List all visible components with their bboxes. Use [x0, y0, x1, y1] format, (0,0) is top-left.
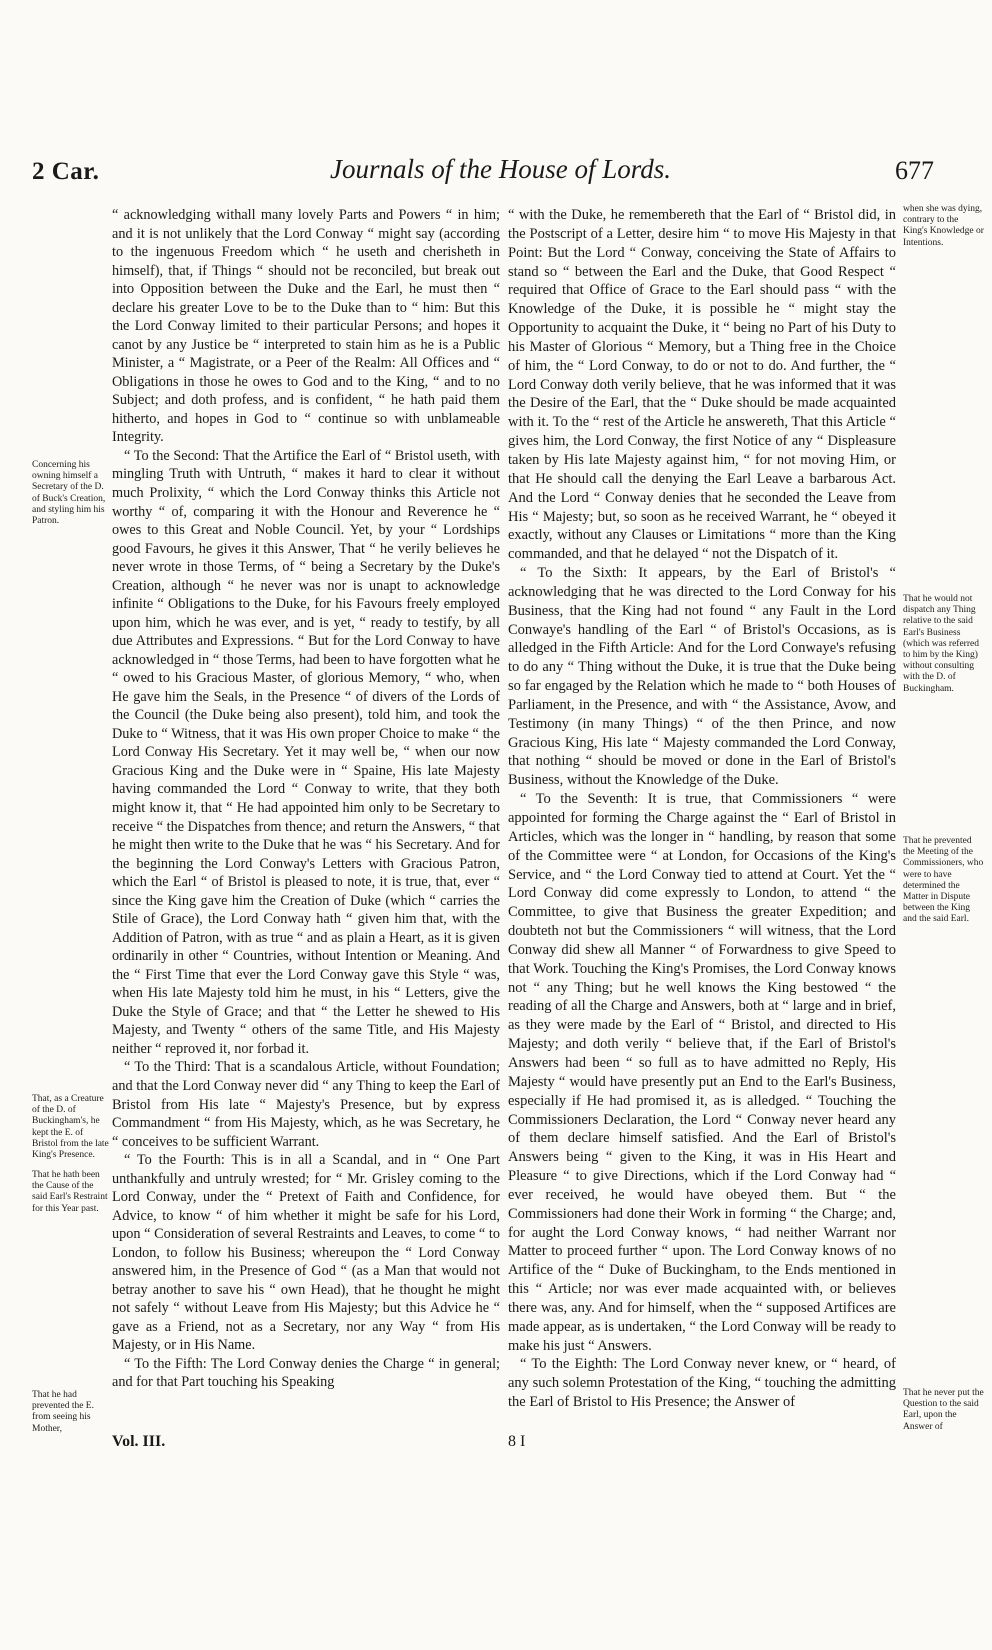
margin-note-left-2: That, as a Creature of the D. of Buckingham's, he kept the E. of Bristol from the late King's Presence. [32, 1094, 109, 1161]
page-number: 677 [895, 156, 934, 185]
signature-mark: 8 I [508, 1433, 526, 1450]
paragraph: “ with the Duke, he remembereth that the Earl of “ Bristol did, in the Postscript of a Letter, desire him “ to move His Majesty in that Point: But the Lord “ Conway, conceiving the State of Affairs to stand so “ between the Earl and the Duke, that Good Respect “ required that Office of Grace to the Earl should pass “ with the Knowledge of the Duke, it is possible he “ might stay the Opportunity to acquaint the Duke, it “ being no Part of his Duty to his Master of Glorious “ Memory, but a Thing free in the Choice of him, the “ Lord Conway, to do or not to do. And further, the “ Lord Conway doth verily believe, that he was informed that it was the Desire of the Earl, that the “ Duke should be made acquainted with it. To the “ rest of the Article he answereth, That this Article “ gives him, the Lord Conway, the first Notice of any “ Displeasure taken by His late Majesty against him, “ for not moving Him, or that He should call the denying the Earl Leave a barbarous Act. And the Lord “ Conway denies that he seconded the Leave from His “ Majesty; but, so soon as he received Warrant, he “ obeyed it exactly, without any Clauses or Limitations “ more than the King commanded, and that he delayed “ not the Dispatch of it. [508, 207, 896, 563]
paragraph: “ To the Fifth: The Lord Conway denies the Charge “ in general; and for that Part touching his Speaking [112, 1355, 500, 1391]
text-column-right [508, 206, 896, 1412]
paragraph: “ To the Third: That is a scandalous Article, without Foundation; and that the Lord Conway never did “ any Thing to keep the Earl of Bristol from His late “ Majesty's Presence, but by express Commandment “ from His Majesty, which, as he was Secretary, he “ conceives to be sufficient Warrant. [112, 1059, 500, 1150]
margin-note-left-4: That he had prevented the E. from seeing his Mother, [32, 1390, 94, 1434]
paragraph: “ To the Sixth: It appears, by the Earl of Bristol's “ acknowledging that he was directed to the Lord Conway for his Business, that the King had not found “ any Fault in the Lord Conwaye's handling of the Earl “ of Bristol's Occasions, as is alledged in the Fifth Article: And for the Lord Conwaye's refusing to do any “ Thing without the Duke, it is true that the Duke being so far engaged by the Relation which he made to “ both Houses of Parliament, in the Presence, and with “ the Assistance, Avow, and Testimony (in many Things) “ of the then Prince, and now Gracious King, His late “ Majesty commanded the Lord Conway, that nothing “ should be moved or done in the Earl of Bristol's Business, without the Knowledge of the Duke. [508, 565, 896, 789]
running-head-left: 2 Car. [32, 158, 100, 185]
paragraph: “ To the Second: That the Artifice the Earl of “ Bristol useth, with mingling Truth with Untruth, “ makes it hard to clear it without much Prolixity, “ which the Lord Conway thinks this Article not worthy “ of, comparing it with the Honour and Reverence he “ owes to this Great and Noble Council. Yet, by your “ Lordships good Favours, he gives it this Answer, That “ he verily believes he never wrote in those Terms, of “ being a Secretary by the Duke's Creation, although “ he never was nor is unapt to acknowledge infinite “ Obligations to the Duke, for his Favours freely employed upon him, which he was ever, and is yet, “ ready to testify, by all due Attributes and Expressions. “ But for the Lord Conway to have acknowledged in “ those Terms, had been to have forgotten what he “ owed to his Gracious Master, of glorious Memory, “ who, when He gave him the Seals, in the Presence “ of divers of the Lords of the Council (the Duke being also present), told him, and took the Duke to “ Witness, that it was His own proper Choice to make “ the Lord Conway His Secretary. Yet it may well be, “ when our now Gracious King and the Duke were in “ Spaine, His late Majesty having commanded the Lord “ Conway to write, that they both might know it, that “ He had appointed him only to be Secretary to receive “ the Dispatches from thence; and return the Answers, “ that he might then write to the Duke that he was “ his Secretary. And for the beginning the Lord Conway's Letters with Gracious Patron, which the Earl “ of Bristol is pleased to note, it is true, that, ever “ since the King gave him the Creation of Duke (which “ carries the Stile of Grace), the Lord Conway hath “ given him that, with the Addition of Patron, with as true “ and as plain a Heart, as it is given ordinarily in other “ Countries, without Intention or Meaning. And the “ First Time that ever the Lord Conway gave this Style “ was, when His late Majesty told him he must, in his “ Letters, give the Duke the Style of Grace; and that “ the Letter he shewed to His Majesty, and Twenty “ others of the same Title, and His Majesty neither “ reproved it, nor forbad it. [112, 447, 500, 1057]
paragraph: “ To the Fourth: This is in all a Scandal, and in “ One Part unthankfully and untruly wrested; for “ Mr. Grisley coming to the Lord Conway, under the “ Pretext of Faith and Confidence, for Advice, to know “ of him whether it might be safe for his Lord, upon “ Consideration of several Restraints and Leaves, to come “ to London, to follow his Business; whereupon the “ Lord Conway answered him, in the Presence of God “ (as a Man that would not betray another to save his “ own Head), that he thought he might not safely “ without Leave from His Majesty; but this Advice he “ gave as a Friend, not as a Secretary, nor any Way “ from His Majesty, or in His Name. [112, 1152, 500, 1354]
margin-note-right-4: That he never put the Question to the said Earl, upon the Answer of [903, 1388, 984, 1432]
margin-note-right-3: That he prevented the Meeting of the Commissioners, who were to have determined the Matter in Dispute between the King and the said Earl. [903, 836, 984, 925]
margin-note-left-3: That he hath been the Cause of the said Earl's Restraint for this Year past. [32, 1170, 108, 1214]
paragraph: “ To the Seventh: It is true, that Commissioners “ were appointed for forming the Charge against the “ Earl of Bristol in Articles, which was the longer in “ handling, by reason that some of the Committee were “ at London, for Occasions of the King's Service, and “ the Lord Conway tied to attend at Court. Yet the “ Lord Conway did come expressly to London, to attend “ the Committee, to give that Business the greater Expedition; and doubteth not but the Commissioners “ will witness, that the Lord Conway did shew all Manner “ of Forwardness to give Speed to that Work. Touching the King's Promises, the Lord Conway knows not “ any Thing; but he well knows the King bestowed “ the reading of all the Charge and Answers, both at “ large and in brief, as they were made by the Earl of “ Bristol, and directed to His Majesty; and doth verily “ believe that, if the Earl of Bristol's Answers had been “ so full as to have admitted no Reply, His Majesty “ would have presently put an End to the Earl's Business, especially if He had promised it, as is alledged. “ Touching the Commissioners Declaration, the Lord “ Conway never heard any of them declare himself satisfied. And the Earl of Bristol's Answers being “ given to the King, it was in His Heart and Pleasure “ to give Directions, which if the Lord Conway had “ ever received, he would have obeyed them. But “ the Commissioners had done their Work in forming “ the Charge; and, for aught the Lord Conway knows, “ had neither Warrant nor Matter to proceed further “ upon. The Lord Conway knows of no Artifice of the “ Duke of Buckingham, to the Ends mentioned in this “ Article; nor was ever made acquainted with, or believes there was, any. And for himself, when the “ supposed Artifices are made appear, as is undertaken, “ the Lord Conway will be ready to make his just “ Answers. [508, 791, 896, 1354]
running-head-title: Journals of the House of Lords. [330, 154, 672, 184]
volume-footer: Vol. III. [112, 1433, 166, 1450]
paragraph: “ acknowledging withall many lovely Parts and Powers “ in him; and it is not unlikely that the Lord Conway “ might say (according to the ingenuous Freedom which “ he useth and cherisheth in himself), that, if Things “ should not be reconciled, but break out into Opposition between the Duke and the Earl, he must then “ declare his greater Love to be to the Duke than to “ him: But this the Lord Conway limited to their particular Persons; and hopes it canot by any Justice be “ interpreted to stain him as he is a Public Minister, a “ Magistrate, or a Peer of the Realm: All Offices and “ Obligations in those he owes to God and to the King, “ and to no Subject; and doth profess, and is confident, “ he hath paid them hitherto, and hopes in God to “ continue so with unblameable Integrity. [112, 207, 500, 446]
paragraph: “ To the Eighth: The Lord Conway never knew, or “ heard, of any such solemn Protestation of the King, “ touching the admitting the Earl of Bristol to His Presence; the Answer of [508, 1356, 896, 1411]
text-column-left [112, 206, 500, 1392]
margin-note-left-1: Concerning his owning himself a Secretary of the D. of Buck's Creation, and styling him his Patron. [32, 460, 106, 527]
margin-note-right-2: That he would not dispatch any Thing relative to the said Earl's Business (which was referred to him by the King) without consulting with the D. of Buckingham. [903, 594, 979, 694]
margin-note-right-1: when she was dying, contrary to the King's Knowledge or Intentions. [903, 204, 984, 248]
